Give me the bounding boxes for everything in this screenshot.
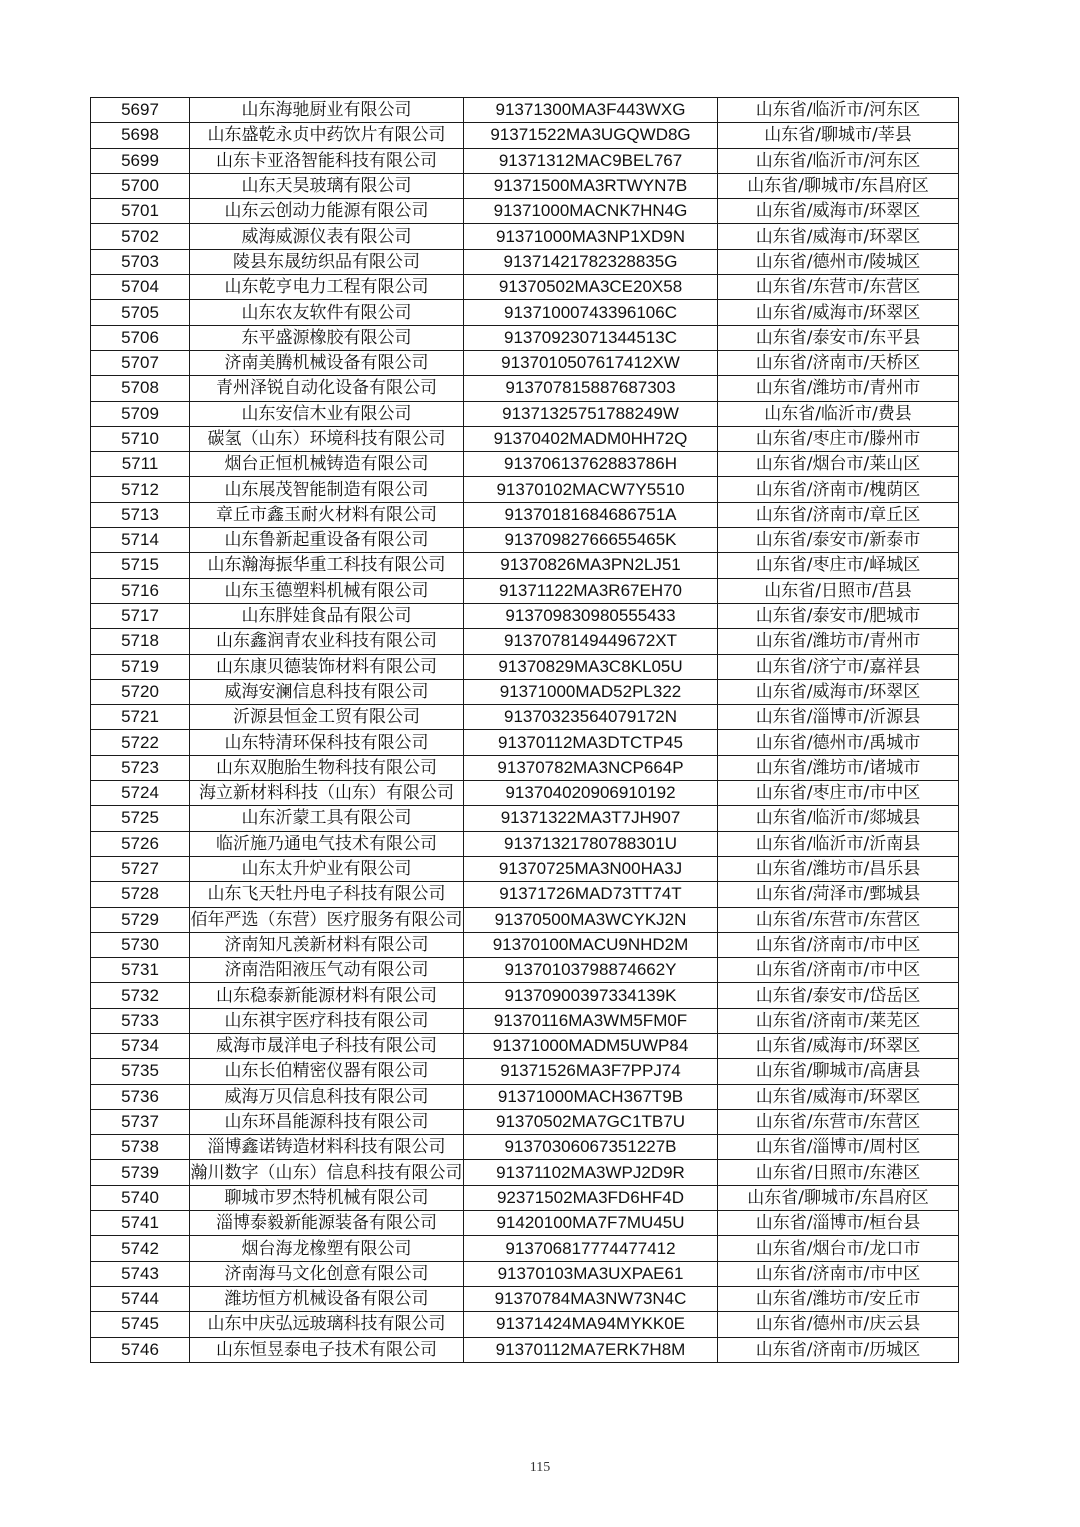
row-number-cell: 5699 (91, 148, 190, 173)
table-row (91, 1033, 959, 1058)
credit-code-cell: 91371322MA3T7JH907 (464, 806, 718, 831)
company-name-cell: 佰年严选（东营）医疗服务有限公司 (190, 907, 464, 932)
table-row (91, 148, 959, 173)
row-number-cell: 5714 (91, 528, 190, 553)
company-name-cell: 山东胖娃食品有限公司 (190, 603, 464, 628)
row-number-cell: 5722 (91, 730, 190, 755)
credit-code-cell: 91371526MA3F7PPJ74 (464, 1059, 718, 1084)
table-row (91, 350, 959, 375)
region-cell: 山东省/潍坊市/青州市 (718, 376, 959, 401)
company-name-cell: 山东农友软件有限公司 (190, 300, 464, 325)
credit-code-cell: 91371000MACNK7HN4G (464, 199, 718, 224)
region-cell: 山东省/威海市/环翠区 (718, 679, 959, 704)
credit-code-cell: 92371502MA3FD6HF4D (464, 1185, 718, 1210)
company-name-cell: 山东沂蒙工具有限公司 (190, 806, 464, 831)
company-name-cell: 山东云创动力能源有限公司 (190, 199, 464, 224)
credit-code-cell: 913704020906910192 (464, 781, 718, 806)
region-cell: 山东省/淄博市/沂源县 (718, 705, 959, 730)
credit-code-cell: 91370500MA3WCYKJ2N (464, 907, 718, 932)
credit-code-cell: 9137010507617412XW (464, 350, 718, 375)
company-name-cell: 海立新材料科技（山东）有限公司 (190, 781, 464, 806)
company-name-cell: 山东安信木业有限公司 (190, 401, 464, 426)
company-name-cell: 青州泽锐自动化设备有限公司 (190, 376, 464, 401)
credit-code-cell: 913706817774477412 (464, 1236, 718, 1261)
credit-code-cell: 91370103MA3UXPAE61 (464, 1261, 718, 1286)
row-number-cell: 5709 (91, 401, 190, 426)
table-row (91, 1211, 959, 1236)
credit-code-cell: 91370181684686751A (464, 502, 718, 527)
table-row (91, 1059, 959, 1084)
region-cell: 山东省/枣庄市/市中区 (718, 781, 959, 806)
row-number-cell: 5718 (91, 629, 190, 654)
credit-code-cell: 91370613762883786H (464, 452, 718, 477)
company-name-cell: 山东乾亨电力工程有限公司 (190, 275, 464, 300)
region-cell: 山东省/威海市/环翠区 (718, 1084, 959, 1109)
company-name-cell: 威海市晟洋电子科技有限公司 (190, 1033, 464, 1058)
region-cell: 山东省/烟台市/龙口市 (718, 1236, 959, 1261)
row-number-cell: 5739 (91, 1160, 190, 1185)
company-name-cell: 山东展茂智能制造有限公司 (190, 477, 464, 502)
region-cell: 山东省/威海市/环翠区 (718, 224, 959, 249)
table-row (91, 932, 959, 957)
row-number-cell: 5701 (91, 199, 190, 224)
company-name-cell: 济南知凡羡新材料有限公司 (190, 932, 464, 957)
company-name-cell: 碳氢（山东）环境科技有限公司 (190, 426, 464, 451)
credit-code-cell: 91371325751788249W (464, 401, 718, 426)
row-number-cell: 5745 (91, 1312, 190, 1337)
credit-code-cell: 91371000MA3NP1XD9N (464, 224, 718, 249)
region-cell: 山东省/聊城市/莘县 (718, 123, 959, 148)
table-row (91, 629, 959, 654)
company-name-cell: 潍坊恒方机械设备有限公司 (190, 1286, 464, 1311)
region-cell: 山东省/淄博市/周村区 (718, 1135, 959, 1160)
company-name-cell: 烟台海龙橡塑有限公司 (190, 1236, 464, 1261)
table-row (91, 249, 959, 274)
company-name-cell: 山东太升炉业有限公司 (190, 856, 464, 881)
credit-code-cell: 91371102MA3WPJ2D9R (464, 1160, 718, 1185)
company-name-cell: 山东中庆弘远玻璃科技有限公司 (190, 1312, 464, 1337)
region-cell: 山东省/潍坊市/青州市 (718, 629, 959, 654)
credit-code-cell: 91371000MAD52PL322 (464, 679, 718, 704)
credit-code-cell: 91371300MA3F443WXG (464, 98, 718, 123)
company-registry-table (90, 97, 959, 1363)
row-number-cell: 5735 (91, 1059, 190, 1084)
table-row (91, 300, 959, 325)
credit-code-cell: 91371500MA3RTWYN7B (464, 173, 718, 198)
region-cell: 山东省/泰安市/肥城市 (718, 603, 959, 628)
company-name-cell: 山东海驰厨业有限公司 (190, 98, 464, 123)
company-name-cell: 济南浩阳液压气动有限公司 (190, 958, 464, 983)
region-cell: 山东省/菏泽市/鄄城县 (718, 882, 959, 907)
table-row (91, 1236, 959, 1261)
row-number-cell: 5704 (91, 275, 190, 300)
table-row (91, 1008, 959, 1033)
region-cell: 山东省/威海市/环翠区 (718, 300, 959, 325)
company-name-cell: 章丘市鑫玉耐火材料有限公司 (190, 502, 464, 527)
company-name-cell: 山东恒昱泰电子技术有限公司 (190, 1337, 464, 1362)
company-name-cell: 山东卡亚洛智能科技有限公司 (190, 148, 464, 173)
credit-code-cell: 9137078149449672XT (464, 629, 718, 654)
table-row (91, 603, 959, 628)
region-cell: 山东省/枣庄市/滕州市 (718, 426, 959, 451)
region-cell: 山东省/德州市/庆云县 (718, 1312, 959, 1337)
company-name-cell: 威海万贝信息科技有限公司 (190, 1084, 464, 1109)
region-cell: 山东省/济宁市/嘉祥县 (718, 654, 959, 679)
table-row (91, 806, 959, 831)
company-name-cell: 山东双胞胎生物科技有限公司 (190, 755, 464, 780)
row-number-cell: 5731 (91, 958, 190, 983)
credit-code-cell: 91371726MAD73TT74T (464, 882, 718, 907)
credit-code-cell: 91370100MACU9NHD2M (464, 932, 718, 957)
credit-code-cell: 91370402MADM0HH72Q (464, 426, 718, 451)
table-row (91, 1312, 959, 1337)
credit-code-cell: 91420100MA7F7MU45U (464, 1211, 718, 1236)
company-name-cell: 济南海马文化创意有限公司 (190, 1261, 464, 1286)
table-row (91, 907, 959, 932)
table-row (91, 654, 959, 679)
row-number-cell: 5705 (91, 300, 190, 325)
company-name-cell: 山东瀚海振华重工科技有限公司 (190, 553, 464, 578)
company-name-cell: 淄博泰毅新能源装备有限公司 (190, 1211, 464, 1236)
table-row (91, 1286, 959, 1311)
region-cell: 山东省/临沂市/河东区 (718, 98, 959, 123)
credit-code-cell: 91370900397334139K (464, 983, 718, 1008)
company-name-cell: 山东鲁新起重设备有限公司 (190, 528, 464, 553)
company-name-cell: 山东玉德塑料机械有限公司 (190, 578, 464, 603)
table-row (91, 705, 959, 730)
row-number-cell: 5703 (91, 249, 190, 274)
table-row (91, 958, 959, 983)
credit-code-cell: 913707815887687303 (464, 376, 718, 401)
credit-code-cell: 91370502MA7GC1TB7U (464, 1109, 718, 1134)
row-number-cell: 5741 (91, 1211, 190, 1236)
credit-code-cell: 91371000743396106C (464, 300, 718, 325)
region-cell: 山东省/济南市/市中区 (718, 932, 959, 957)
region-cell: 山东省/威海市/环翠区 (718, 1033, 959, 1058)
table-row (91, 1185, 959, 1210)
credit-code-cell: 91370116MA3WM5FM0F (464, 1008, 718, 1033)
credit-code-cell: 91370923071344513C (464, 325, 718, 350)
table-row (91, 275, 959, 300)
region-cell: 山东省/临沂市/河东区 (718, 148, 959, 173)
company-name-cell: 山东特清环保科技有限公司 (190, 730, 464, 755)
page-number: 115 (529, 1460, 551, 1475)
region-cell: 山东省/淄博市/桓台县 (718, 1211, 959, 1236)
row-number-cell: 5744 (91, 1286, 190, 1311)
row-number-cell: 5719 (91, 654, 190, 679)
row-number-cell: 5728 (91, 882, 190, 907)
row-number-cell: 5732 (91, 983, 190, 1008)
credit-code-cell: 91371000MADM5UWP84 (464, 1033, 718, 1058)
table-row (91, 98, 959, 123)
row-number-cell: 5730 (91, 932, 190, 957)
credit-code-cell: 913709830980555433 (464, 603, 718, 628)
region-cell: 山东省/济南市/莱芜区 (718, 1008, 959, 1033)
row-number-cell: 5710 (91, 426, 190, 451)
table-row (91, 477, 959, 502)
region-cell: 山东省/泰安市/岱岳区 (718, 983, 959, 1008)
table-row (91, 831, 959, 856)
row-number-cell: 5702 (91, 224, 190, 249)
row-number-cell: 5742 (91, 1236, 190, 1261)
table-row (91, 1135, 959, 1160)
credit-code-cell: 91371321780788301U (464, 831, 718, 856)
credit-code-cell: 91371421782328835G (464, 249, 718, 274)
row-number-cell: 5713 (91, 502, 190, 527)
credit-code-cell: 91370102MACW7Y5510 (464, 477, 718, 502)
company-name-cell: 烟台正恒机械铸造有限公司 (190, 452, 464, 477)
table-row (91, 578, 959, 603)
company-name-cell: 瀚川数字（山东）信息科技有限公司 (190, 1160, 464, 1185)
region-cell: 山东省/东营市/东营区 (718, 907, 959, 932)
row-number-cell: 5740 (91, 1185, 190, 1210)
region-cell: 山东省/日照市/东港区 (718, 1160, 959, 1185)
row-number-cell: 5729 (91, 907, 190, 932)
company-name-cell: 山东康贝德装饰材料有限公司 (190, 654, 464, 679)
row-number-cell: 5733 (91, 1008, 190, 1033)
row-number-cell: 5723 (91, 755, 190, 780)
company-name-cell: 聊城市罗杰特机械有限公司 (190, 1185, 464, 1210)
row-number-cell: 5726 (91, 831, 190, 856)
credit-code-cell: 91370982766655465K (464, 528, 718, 553)
table-row (91, 1160, 959, 1185)
company-name-cell: 沂源县恒金工贸有限公司 (190, 705, 464, 730)
table-row (91, 426, 959, 451)
row-number-cell: 5697 (91, 98, 190, 123)
credit-code-cell: 91370725MA3N00HA3J (464, 856, 718, 881)
company-name-cell: 济南美腾机械设备有限公司 (190, 350, 464, 375)
region-cell: 山东省/济南市/槐荫区 (718, 477, 959, 502)
row-number-cell: 5727 (91, 856, 190, 881)
company-name-cell: 东平盛源橡胶有限公司 (190, 325, 464, 350)
region-cell: 山东省/烟台市/莱山区 (718, 452, 959, 477)
region-cell: 山东省/聊城市/东昌府区 (718, 173, 959, 198)
table-row (91, 123, 959, 148)
company-name-cell: 威海安澜信息科技有限公司 (190, 679, 464, 704)
table-row (91, 1109, 959, 1134)
table-row (91, 679, 959, 704)
credit-code-cell: 91371122MA3R67EH70 (464, 578, 718, 603)
credit-code-cell: 91370323564079172N (464, 705, 718, 730)
company-name-cell: 陵县东晟纺织品有限公司 (190, 249, 464, 274)
table-body (91, 98, 959, 1363)
credit-code-cell: 91370306067351227B (464, 1135, 718, 1160)
table-row (91, 452, 959, 477)
credit-code-cell: 91370782MA3NCP664P (464, 755, 718, 780)
table-row (91, 1261, 959, 1286)
credit-code-cell: 91370103798874662Y (464, 958, 718, 983)
table-row (91, 1337, 959, 1362)
region-cell: 山东省/临沂市/费县 (718, 401, 959, 426)
table-row (91, 528, 959, 553)
region-cell: 山东省/德州市/陵城区 (718, 249, 959, 274)
row-number-cell: 5707 (91, 350, 190, 375)
company-name-cell: 山东祺宇医疗科技有限公司 (190, 1008, 464, 1033)
region-cell: 山东省/泰安市/新泰市 (718, 528, 959, 553)
table-row (91, 553, 959, 578)
company-name-cell: 山东稳泰新能源材料有限公司 (190, 983, 464, 1008)
company-name-cell: 山东飞天牡丹电子科技有限公司 (190, 882, 464, 907)
row-number-cell: 5698 (91, 123, 190, 148)
row-number-cell: 5720 (91, 679, 190, 704)
region-cell: 山东省/济南市/历城区 (718, 1337, 959, 1362)
row-number-cell: 5700 (91, 173, 190, 198)
row-number-cell: 5712 (91, 477, 190, 502)
row-number-cell: 5708 (91, 376, 190, 401)
credit-code-cell: 91370112MA3DTCTP45 (464, 730, 718, 755)
table-row (91, 401, 959, 426)
row-number-cell: 5734 (91, 1033, 190, 1058)
company-name-cell: 山东环昌能源科技有限公司 (190, 1109, 464, 1134)
region-cell: 山东省/济南市/市中区 (718, 958, 959, 983)
region-cell: 山东省/潍坊市/安丘市 (718, 1286, 959, 1311)
region-cell: 山东省/聊城市/东昌府区 (718, 1185, 959, 1210)
region-cell: 山东省/泰安市/东平县 (718, 325, 959, 350)
region-cell: 山东省/济南市/天桥区 (718, 350, 959, 375)
table-row (91, 173, 959, 198)
company-name-cell: 山东天昊玻璃有限公司 (190, 173, 464, 198)
credit-code-cell: 91370829MA3C8KL05U (464, 654, 718, 679)
region-cell: 山东省/临沂市/郯城县 (718, 806, 959, 831)
table-row (91, 755, 959, 780)
table-row (91, 983, 959, 1008)
region-cell: 山东省/聊城市/高唐县 (718, 1059, 959, 1084)
row-number-cell: 5706 (91, 325, 190, 350)
table-row (91, 882, 959, 907)
region-cell: 山东省/德州市/禹城市 (718, 730, 959, 755)
credit-code-cell: 91370502MA3CE20X58 (464, 275, 718, 300)
credit-code-cell: 91371000MACH367T9B (464, 1084, 718, 1109)
company-name-cell: 临沂施乃通电气技术有限公司 (190, 831, 464, 856)
row-number-cell: 5715 (91, 553, 190, 578)
table-row (91, 224, 959, 249)
region-cell: 山东省/枣庄市/峄城区 (718, 553, 959, 578)
row-number-cell: 5725 (91, 806, 190, 831)
credit-code-cell: 91371312MAC9BEL767 (464, 148, 718, 173)
table-row (91, 730, 959, 755)
credit-code-cell: 91370112MA7ERK7H8M (464, 1337, 718, 1362)
table-row (91, 856, 959, 881)
credit-code-cell: 91370784MA3NW73N4C (464, 1286, 718, 1311)
credit-code-cell: 91371424MA94MYKK0E (464, 1312, 718, 1337)
table-row (91, 781, 959, 806)
table-row (91, 1084, 959, 1109)
region-cell: 山东省/潍坊市/昌乐县 (718, 856, 959, 881)
region-cell: 山东省/东营市/东营区 (718, 275, 959, 300)
row-number-cell: 5746 (91, 1337, 190, 1362)
row-number-cell: 5721 (91, 705, 190, 730)
company-name-cell: 山东鑫润青农业科技有限公司 (190, 629, 464, 654)
region-cell: 山东省/临沂市/沂南县 (718, 831, 959, 856)
row-number-cell: 5724 (91, 781, 190, 806)
region-cell: 山东省/威海市/环翠区 (718, 199, 959, 224)
region-cell: 山东省/济南市/市中区 (718, 1261, 959, 1286)
company-name-cell: 山东长伯精密仪器有限公司 (190, 1059, 464, 1084)
table-row (91, 502, 959, 527)
table-row (91, 199, 959, 224)
region-cell: 山东省/东营市/东营区 (718, 1109, 959, 1134)
row-number-cell: 5743 (91, 1261, 190, 1286)
table-row (91, 325, 959, 350)
row-number-cell: 5737 (91, 1109, 190, 1134)
row-number-cell: 5736 (91, 1084, 190, 1109)
credit-code-cell: 91370826MA3PN2LJ51 (464, 553, 718, 578)
company-name-cell: 山东盛乾永贞中药饮片有限公司 (190, 123, 464, 148)
company-name-cell: 威海威源仪表有限公司 (190, 224, 464, 249)
region-cell: 山东省/日照市/莒县 (718, 578, 959, 603)
row-number-cell: 5711 (91, 452, 190, 477)
row-number-cell: 5716 (91, 578, 190, 603)
region-cell: 山东省/潍坊市/诸城市 (718, 755, 959, 780)
row-number-cell: 5717 (91, 603, 190, 628)
region-cell: 山东省/济南市/章丘区 (718, 502, 959, 527)
row-number-cell: 5738 (91, 1135, 190, 1160)
company-name-cell: 淄博鑫诺铸造材料科技有限公司 (190, 1135, 464, 1160)
table-row (91, 376, 959, 401)
credit-code-cell: 91371522MA3UGQWD8G (464, 123, 718, 148)
